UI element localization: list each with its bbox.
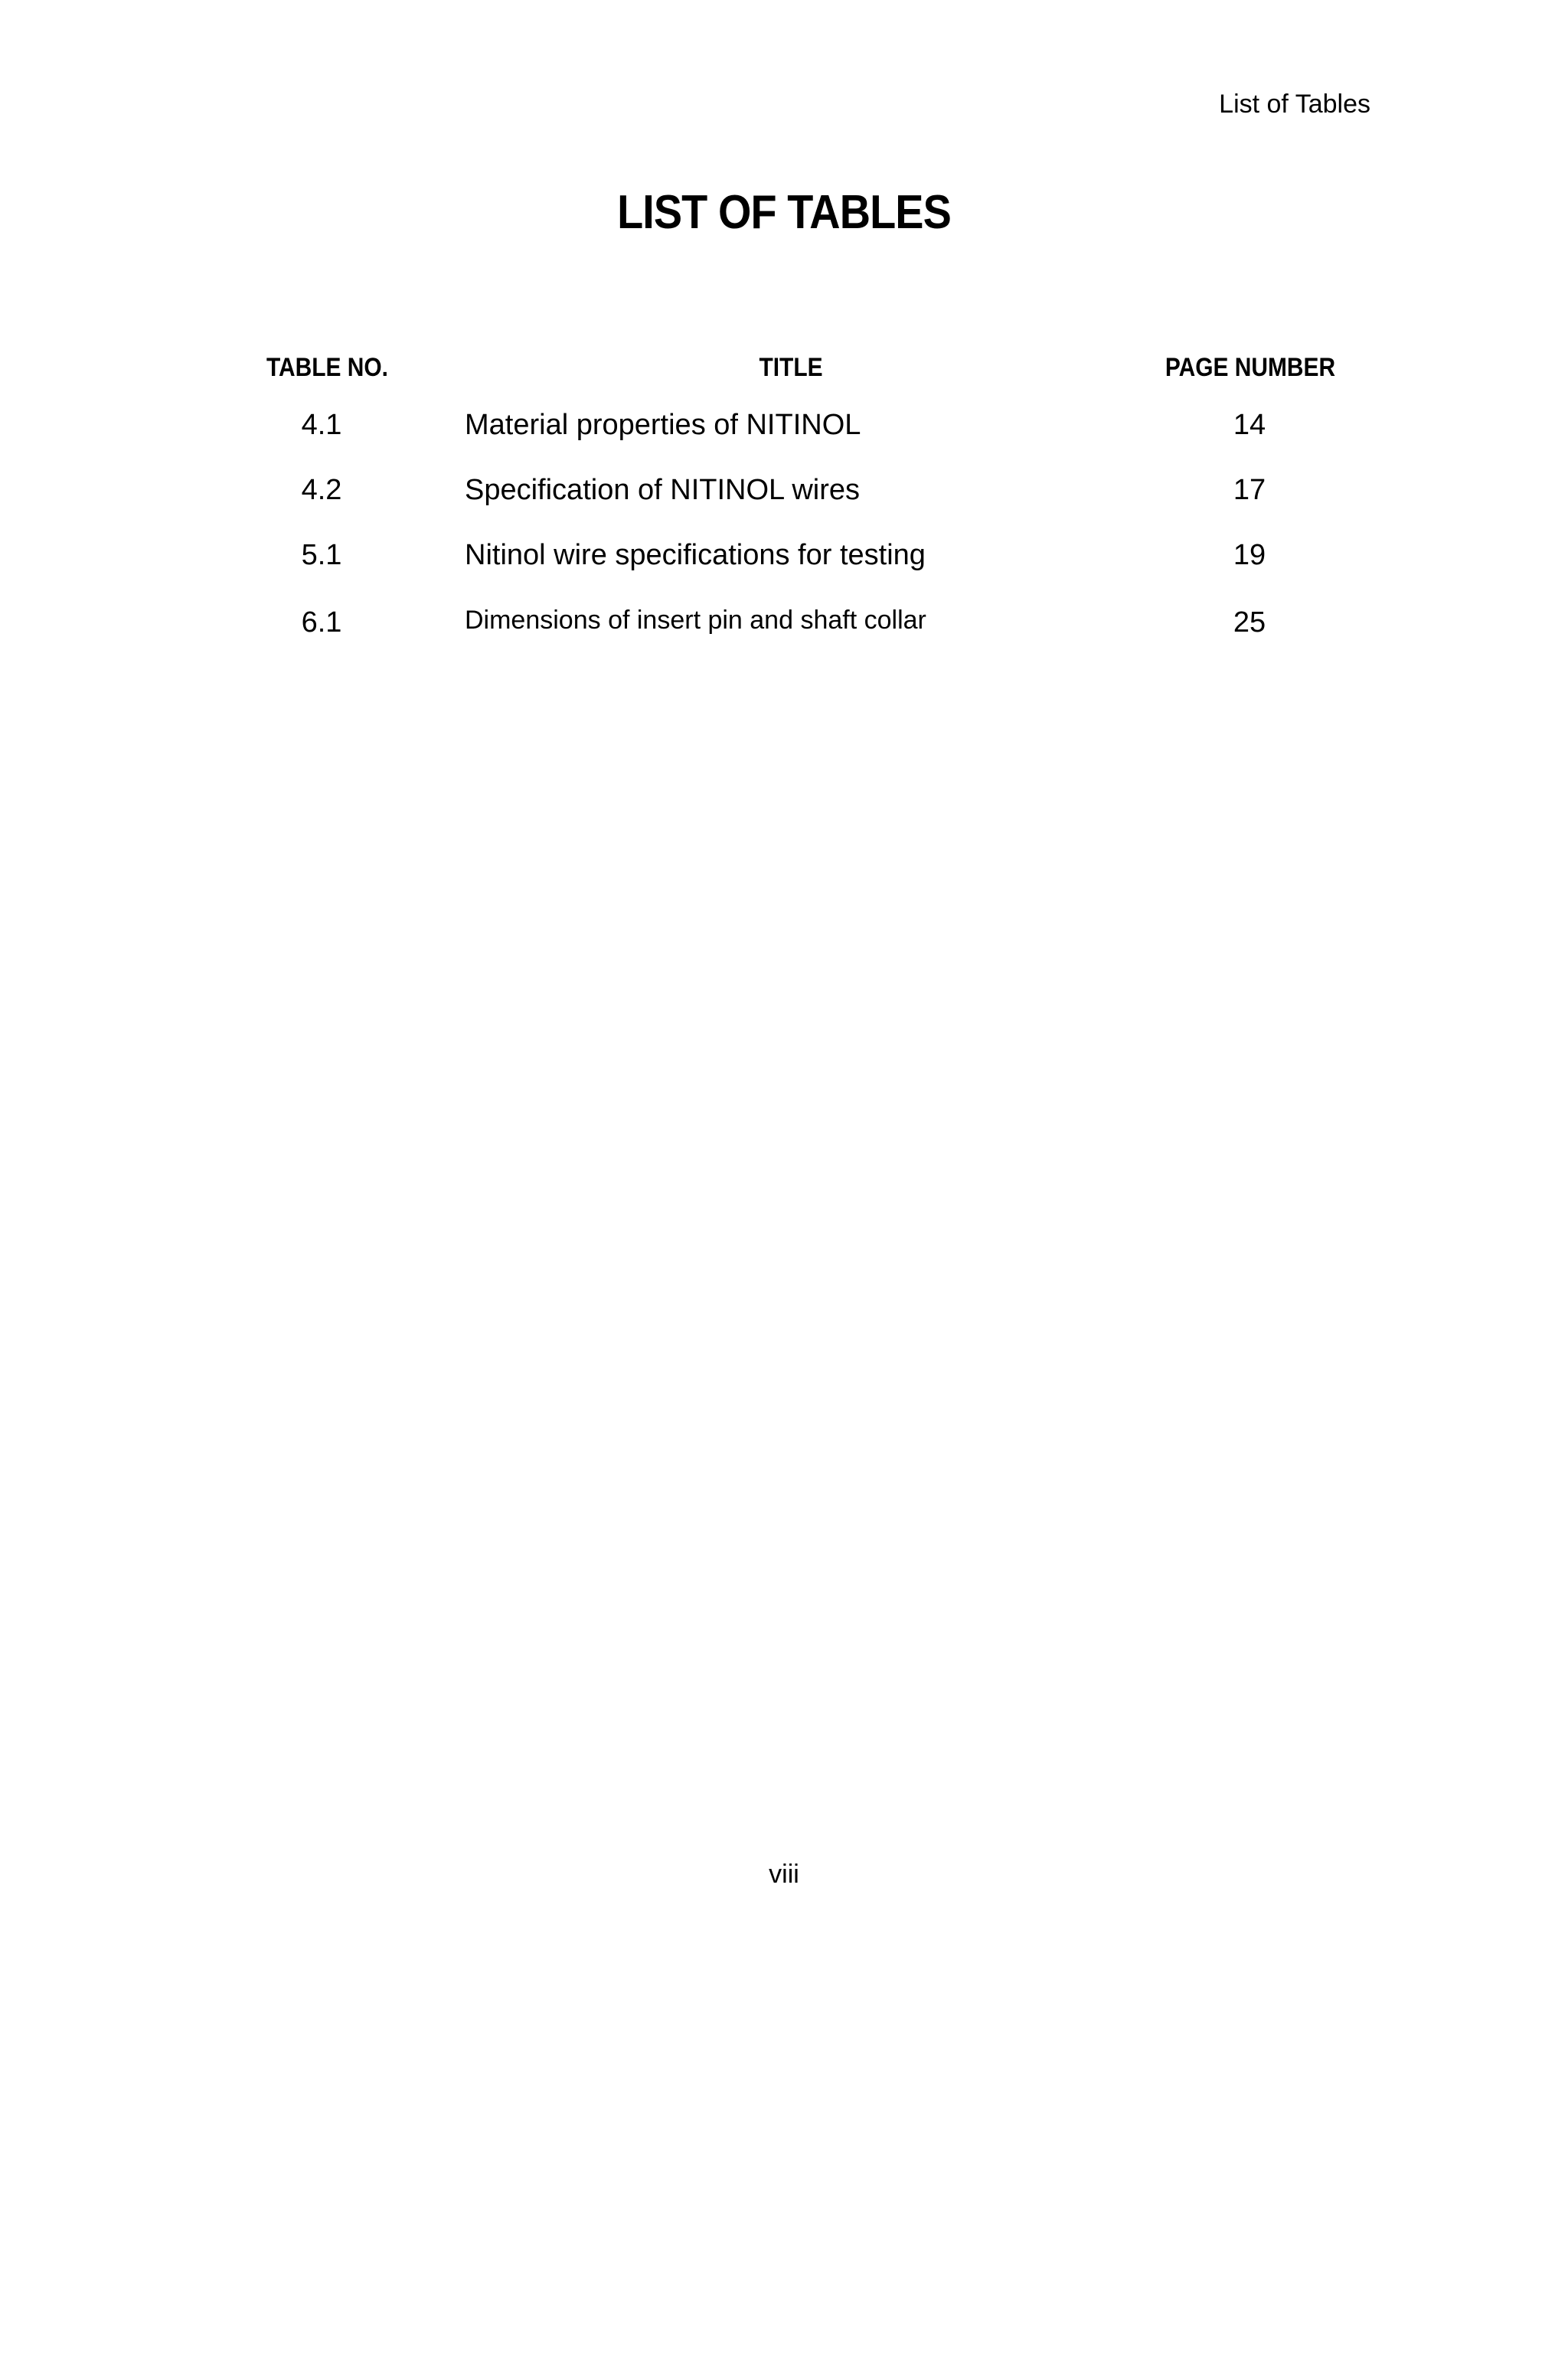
table-number: 4.2 bbox=[301, 474, 342, 506]
table-title: Material properties of NITINOL bbox=[465, 409, 861, 441]
table-title: Dimensions of insert pin and shaft collar bbox=[465, 606, 926, 635]
table-row bbox=[0, 596, 1568, 649]
page-title: LIST OF TABLES bbox=[617, 186, 951, 239]
table-title: Specification of NITINOL wires bbox=[465, 474, 860, 506]
table-number: 5.1 bbox=[301, 539, 342, 571]
page-folio: viii bbox=[769, 1860, 799, 1889]
page-number: 19 bbox=[1233, 539, 1266, 571]
running-header: List of Tables bbox=[1219, 90, 1370, 119]
table-title: Nitinol wire specifications for testing bbox=[465, 539, 926, 571]
column-header-title: TITLE bbox=[759, 353, 823, 382]
table-row bbox=[0, 528, 1568, 582]
table-number: 6.1 bbox=[301, 606, 342, 639]
table-row bbox=[0, 398, 1568, 452]
page-number: 17 bbox=[1233, 474, 1266, 506]
column-header-table-no: TABLE NO. bbox=[266, 353, 388, 382]
page-number: 14 bbox=[1233, 409, 1266, 441]
table-number: 4.1 bbox=[301, 409, 342, 441]
page-number: 25 bbox=[1233, 606, 1266, 639]
table-row bbox=[0, 463, 1568, 517]
column-header-page-number: PAGE NUMBER bbox=[1152, 349, 1348, 2378]
